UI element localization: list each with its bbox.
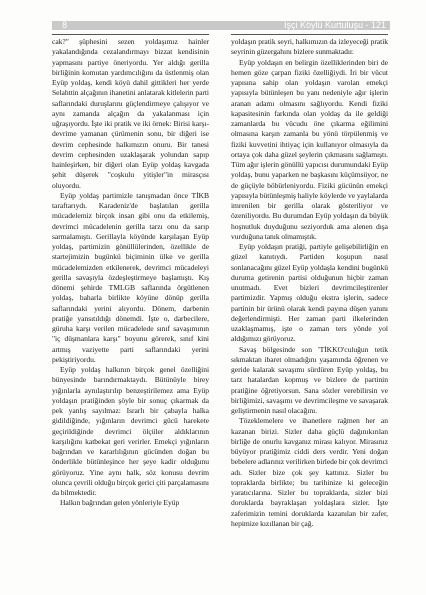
right-column-rule bbox=[231, 34, 388, 35]
paragraph: Savaş bölgesinde son 'TİKKO'culuğun tetik sıkmaktan ibaret olmadığını yaşamında öğrenen ve geride kalarak savaşımı sürdüren Eyüp yoldaş, bu tarz hatalardan kopmuş ve bizlere de partinin pratiğine öğretiyorsun. Sana sözler verebilirsin ve birliğimizi, savaşımı ve devrimcileşme ve savaşarak geliştirmenin nasıl olacağını. bbox=[231, 344, 388, 415]
paragraph: Tözeklemelere ve ihanetlere rağmen her an kazanan birizi. Sizler daha güçlü dağınıkırılan birliğe de onurlu kavganız mirası kalıyor. Mirasınız büyüyor pratiğimiz ciddi ders verdir. Yeni doğan bebelere adlarınız verilirken birlede bir çok devrimci adı. Sizler bize çok şey kattınız. Sizler bu topraklarda birlikte; bu tarihinize ki geleceğin yaratıcılarına. Sizler bu topraklarda, sizler bizi doruklarda bayraklaşan yoldaşlara sizler. İşte zaferimizin temini doruklarda kazanılan bir zafer, hepimize kızıllanan bir çağ. bbox=[231, 416, 388, 528]
running-title: İşçi Köylü Kurtuluşu - 121 bbox=[283, 20, 386, 30]
paragraph: Eyüp yoldaş halkının birçok genel özelliğini bünyesinde barındırmaktaydı. Bütünüyle birey yığınlarla aynılaştırılıp benzeştirilemez ama Eyüp yoldaşın pratiğinden şöyle bir sonuç çıkarmak da pek yanlış sayılmaz: Israrlı bir çabayla halka gidildiğinde, yığınların devrimci gücü harekete geçirildiğinde devrimci ölçüler aldıklarının karşılığını katbekat geri verirler. Emekçi yığınların bağrından ve kararlılığının gücünden doğan bu önderlikle bütünleşince her şeye kadir olduğunu görüyoruz. Yine aynı halk, söz konusu devrim olunca çevrili olduğu birçok gerici çiti parçalamasını da bilmektedir. bbox=[52, 365, 209, 497]
paragraph: cak?" şüphesini sezen yoldaşımız hainler yakalandığında cezalandırmayı bizzat kendisinin yapmasını partiye öneriyordu. Yer aldığı gerilla birliğinin komutan yardımcılığını da üstlenmiş olan Eyüp yoldaş, kendi köyü dahil gittikleri her yerde Selahttin alçağının ihanetini anlatarak kitlelerin parti saflarındaki duruşlarını güçlendirmeye çalışıyor ve aynı zamanda alçağın da yakalanması için uğraşıyordu. İşte iki pratik ve iki örnek: Birisi karşı-devrime yamanan çürümenin sonu, bir diğeri ise devrim cephesinde halkımızın onuru. Bir tanesi devrim cephesinden uzaklaşarak yolundan sapıp hainleşirken, bir diğeri olan Eyüp yoldaş kavgada şehit düşerek "coşkulu yitişler"in mirasçısı oluyordu. bbox=[52, 37, 209, 190]
left-text-column bbox=[52, 37, 209, 509]
left-column-rule bbox=[52, 34, 209, 35]
paragraph: yoldaşın pratik seyri, halkımızın da izleyeceği pratik seyrinin güzergahını bizlere sunmaktadır. bbox=[231, 37, 388, 57]
paragraph: Halkın bağrından gelen yönleriyle Eyüp bbox=[60, 498, 180, 508]
paragraph: Eyüp yoldaş partimizle tanışmadan önce TİKB taraftarıydı. Karadeniz'de başlatılan gerilla mücadelemiz birçok insan gibi onu da etkilemiş, devrimci mücadelenin gerilla tarzı onu da sarıp sarmalamıştı. Gerillayla köyünde karşılaşan Eyüp yoldaş, partimizin gönüllülerinden, özellikle de startejimizin bugünkü biçiminin ülke ve gerilla mücadelemizden etkilenerek, devrimci mücadeleyi gerilla savaşıyla özdeşleştirmeye başlamıştı. Kış dönemi şehirde TMLGB saflarında örgütlenen yoldaş, baharla birlikte köyüne dönüp gerilla saflarındaki yerini alıyordu. Dönem, darbenin pratiğe yansıtıldığı dönemdi. İşte o, darbecilere, güruha karşı verilen mücadelede sınıf savaşımının "iç düşmanlara karşı" boyunu görerek, sınıf kini artmış vaziyette parti saflarındaki yerini pekiştiriyordu. bbox=[52, 190, 209, 364]
right-text-column bbox=[231, 37, 388, 529]
paragraph: Eyüp yoldaşın pratiği, partiyle gelişebilirliğin en güzel kanıtıydı. Partiden koşupun nasıl sonlanacağını güzel Eyüp yoldaşla kendini bugünkü duruma getirenin partisi olduğunun hiçbir zaman unutmadı. Evet bizleri devrimcileştirenler partimizdir. Yapmış olduğu ekstra işlerin, sadece partinin bir ürünü olarak kendi payına düşen yanını değerlendirmişti. Her zaman parti ilkelerinden uzaklaşmamış, işte o zaman ters yönde yol aldığımızı görüyoruz. bbox=[231, 242, 388, 344]
page-number: 8 bbox=[62, 20, 68, 30]
paragraph: Eyüp yoldaşın en belirgin özelliklerinden biri de hemen göze çarpan fiziki özelliğiydi. İri bir vücut yapısına sahip olan yoldaşın varolan emekçi yapısıyla bütünleşen bu yanı nedeniyle ağır işlerin aranan adamı olmasını sağlıyordu. Kendi fiziki kapasitesinin farkında olan yoldaş da ile geldiği zamanlarda bu vücudu öne çıkarma eğilimini olmasına karşın zamanla bu yönü törpülenmiş ve fiziki kuvvetini ihtiyaç için kullanıyor olmasıyla da ortaya çok daha güzel şeylerin çıkmasını sağlamıştı. Tüm ağır işlerin gönüllü yapıcısı durumundaki Eyüp yoldaş, bunu yaparken ne başkasını küçümsüyor, ne de güçüyle böbürleniyordu. Fiziki gücünün emekçi yapısıyla bütünleşmiş haliyle köylerde ve yaylalarda imrenilen bir gerilla olarak gösteriliyor ve özeniliyordu. Bu durumdan Eyüp yoldaşın da büyük hoşnutluk duyduğunu seziyorduk ama alenen dışa vurduğuna tanık olmamıştık. bbox=[231, 57, 388, 241]
